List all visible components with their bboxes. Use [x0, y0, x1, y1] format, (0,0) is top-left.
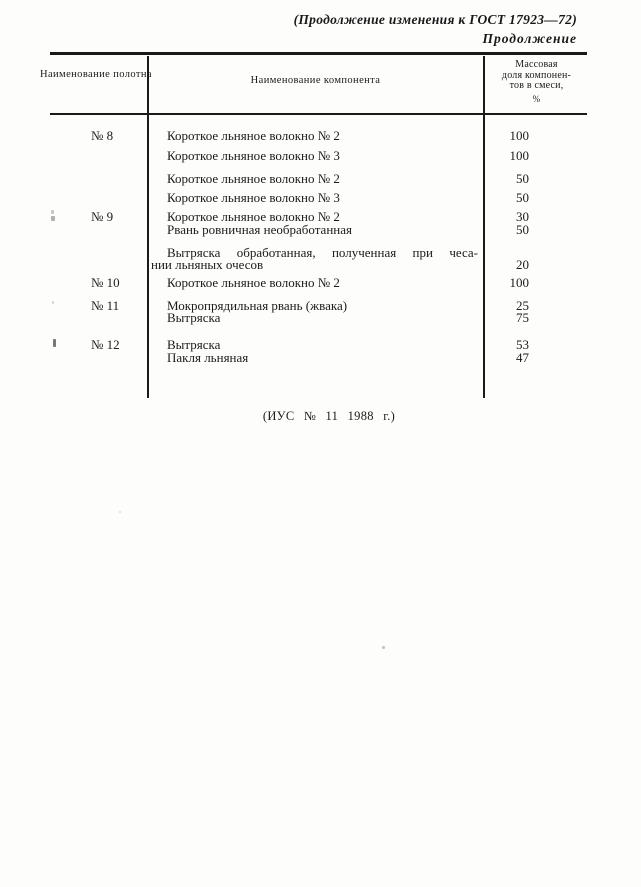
share-value: 30 — [516, 209, 529, 224]
scan-artifact — [51, 210, 54, 214]
share-value: 100 — [509, 275, 529, 290]
share-value: 25 — [516, 298, 529, 313]
column-header-share-line: тов в смеси, — [509, 80, 564, 91]
component-name-line-1: Вытряска обработанная, полученная при чеса- — [167, 246, 478, 260]
table-row — [0, 351, 641, 367]
scan-artifact — [119, 511, 121, 513]
share-value: 100 — [509, 148, 529, 163]
table-row — [0, 276, 641, 292]
column-header-share-line: доля компонен- — [501, 69, 572, 81]
table-top-rule — [50, 52, 587, 55]
component-name: Пакля льняная — [167, 350, 249, 365]
continuation-note: (Продолжение изменения к ГОСТ 17923—72) — [293, 12, 577, 27]
table-row — [0, 149, 641, 165]
share-value: 47 — [516, 350, 529, 365]
percent-sign: % — [532, 93, 541, 104]
share-value: 53 — [516, 337, 529, 352]
table-row — [0, 311, 641, 327]
component-name-line-2: нии льняных очесов — [151, 257, 264, 272]
polotno-number: № 11 — [91, 298, 120, 313]
component-name: Короткое льняное волокно № 2 — [167, 128, 340, 143]
component-name: Вытряска — [167, 337, 221, 352]
table-row — [0, 191, 641, 207]
column-header-component: Наименование компонента — [250, 75, 381, 86]
scan-artifact — [51, 216, 55, 221]
share-value: 20 — [516, 257, 529, 272]
component-name: Короткое льняное волокно № 3 — [167, 190, 340, 205]
component-name: Мокропрядильная рвань (жвака) — [167, 298, 348, 313]
share-value: 50 — [516, 222, 529, 237]
share-value: 50 — [516, 171, 529, 186]
table-row — [0, 172, 641, 188]
scan-artifact — [52, 301, 54, 304]
component-name: Короткое льняное волокно № 2 — [167, 275, 340, 290]
share-value: 50 — [516, 190, 529, 205]
share-value: 100 — [509, 128, 529, 143]
component-name: Короткое льняное волокно № 2 — [167, 209, 340, 224]
table-row — [0, 129, 641, 145]
component-name: Вытряска — [167, 310, 221, 325]
column-header-share-line: Массовая — [515, 59, 558, 70]
table-row — [0, 258, 641, 274]
table-row — [0, 223, 641, 239]
scan-artifact — [53, 339, 56, 347]
column-header-share — [486, 60, 587, 104]
table-header-rule — [50, 113, 587, 115]
component-name: Короткое льняное волокно № 2 — [167, 171, 340, 186]
component-name: Рвань ровничная необработанная — [167, 222, 352, 237]
share-value: 75 — [516, 310, 529, 325]
continuation-label: Продолжение — [482, 31, 577, 46]
scan-artifact — [382, 646, 385, 649]
column-header-polotno: Наименование полотна — [40, 69, 152, 80]
polotno-number: № 12 — [91, 337, 120, 352]
component-name: Короткое льняное волокно № 3 — [167, 148, 340, 163]
source-note: (ИУС № 11 1988 г.) — [262, 409, 396, 423]
polotno-number: № 10 — [91, 275, 120, 290]
polotno-number: № 8 — [91, 128, 114, 143]
polotno-number: № 9 — [91, 209, 114, 224]
